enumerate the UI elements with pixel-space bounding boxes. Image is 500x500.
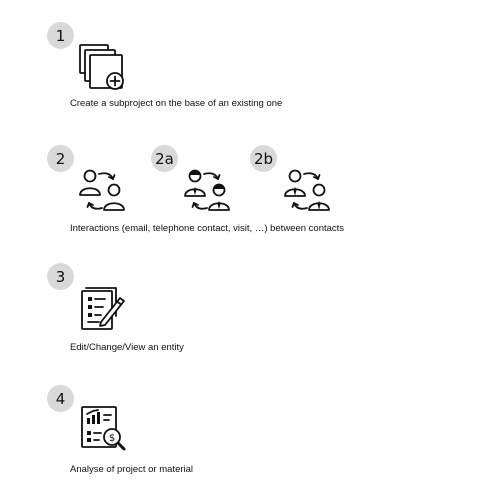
step-2-badge: 2 xyxy=(47,145,74,172)
analysis-report-icon xyxy=(79,404,129,454)
step-1-caption: Create a subproject on the base of an existing one xyxy=(70,98,283,109)
add-document-stack-icon xyxy=(78,43,128,91)
edit-form-icon xyxy=(79,286,129,334)
step-2-caption: Interactions (email, telephone contact, visit, …) between contacts xyxy=(70,223,345,234)
contacts-exchange-icon xyxy=(78,168,128,214)
svg-text:$: $ xyxy=(108,433,116,444)
step-1-badge: 1 xyxy=(47,22,74,49)
step-4-badge: 4 xyxy=(47,385,74,412)
step-3-caption: Edit/Change/View an entity xyxy=(70,342,184,353)
step-2a-badge: 2a xyxy=(151,145,178,172)
step-3-badge: 3 xyxy=(47,263,74,290)
step-2b-badge: 2b xyxy=(250,145,277,172)
tie-contacts-exchange-icon xyxy=(283,168,333,214)
business-contacts-exchange-icon xyxy=(183,168,233,214)
step-4-caption: Analyse of project or material xyxy=(70,464,194,475)
